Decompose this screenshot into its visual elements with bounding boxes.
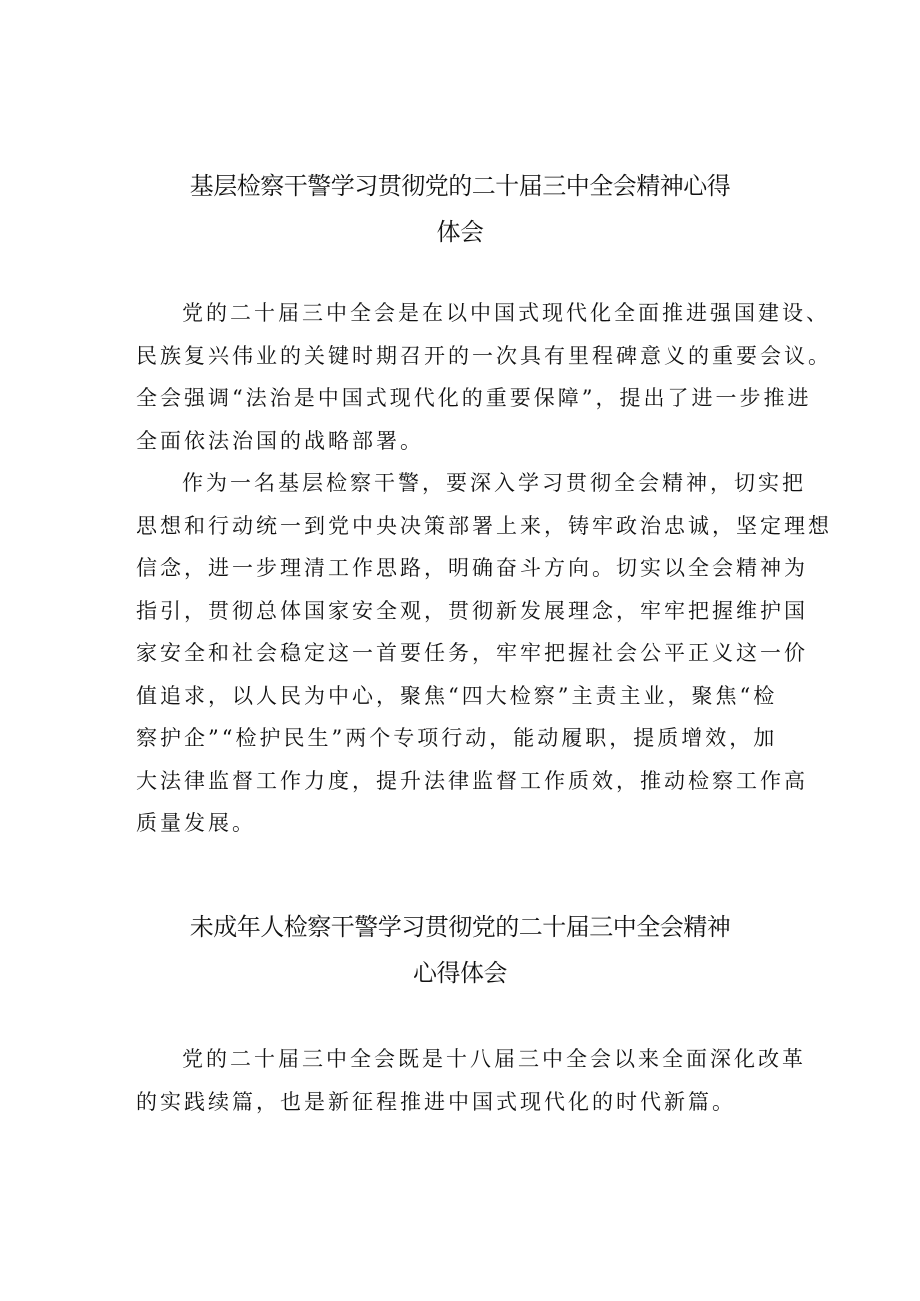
article-2-title-line-2: 心得体会 <box>413 959 507 987</box>
text-line: 质量发展。 <box>136 811 256 835</box>
text-line: 察护企”“检护民生”两个专项行动，能动履职，提质增效，加 <box>136 726 778 750</box>
article-1-paragraph-2 <box>136 462 832 845</box>
article-1 <box>0 163 920 255</box>
text-line: 党的二十届三中全会既是十八届三中全会以来全面深化改革 <box>182 1047 806 1071</box>
text-line: 思想和行动统一到党中央决策部署上来，铸牢政治忠诚，坚定理想 <box>136 513 832 538</box>
article-1-title <box>130 163 790 255</box>
text-line: 的实践续篇，也是新征程推进中国式现代化的时代新篇。 <box>136 1089 736 1114</box>
text-line: 党的二十届三中全会是在以中国式现代化全面推进强国建设、 <box>182 301 830 325</box>
text-line: 大法律监督工作力度，提升法律监督工作质效，推动检察工作高 <box>136 768 808 793</box>
article-1-title-line-1: 基层检察干警学习贯彻党的二十届三中全会精神心得 <box>189 172 731 200</box>
article-1-body <box>136 292 832 845</box>
text-line: 全会强调“法治是中国式现代化的重要保障”，提出了进一步推进 <box>136 386 812 410</box>
article-1-paragraph-1 <box>136 292 832 462</box>
article-1-title-line-2: 体会 <box>436 218 484 246</box>
text-line: 值追求，以人民为中心，聚焦“四大检察”主责主业，聚焦“检 <box>136 683 778 708</box>
text-line: 家安全和社会稳定这一首要任务，牢牢把握社会公平正义这一价 <box>136 641 808 665</box>
article-2-title <box>130 904 790 996</box>
text-line: 全面依法治国的战略部署。 <box>136 428 424 453</box>
text-line: 作为一名基层检察干警，要深入学习贯彻全会精神，切实把 <box>182 471 806 495</box>
article-2-paragraph-1 <box>136 1038 806 1123</box>
article-2 <box>0 904 920 996</box>
article-2-body <box>136 1038 806 1123</box>
text-line: 民族复兴伟业的关键时期召开的一次具有里程碑意义的重要会议。 <box>136 343 832 368</box>
text-line: 信念，进一步理清工作思路，明确奋斗方向。切实以全会精神为 <box>136 556 808 580</box>
article-2-title-line-1: 未成年人检察干警学习贯彻党的二十届三中全会精神 <box>189 913 731 941</box>
text-line: 指引，贯彻总体国家安全观，贯彻新发展理念，牢牢把握维护国 <box>136 598 808 623</box>
